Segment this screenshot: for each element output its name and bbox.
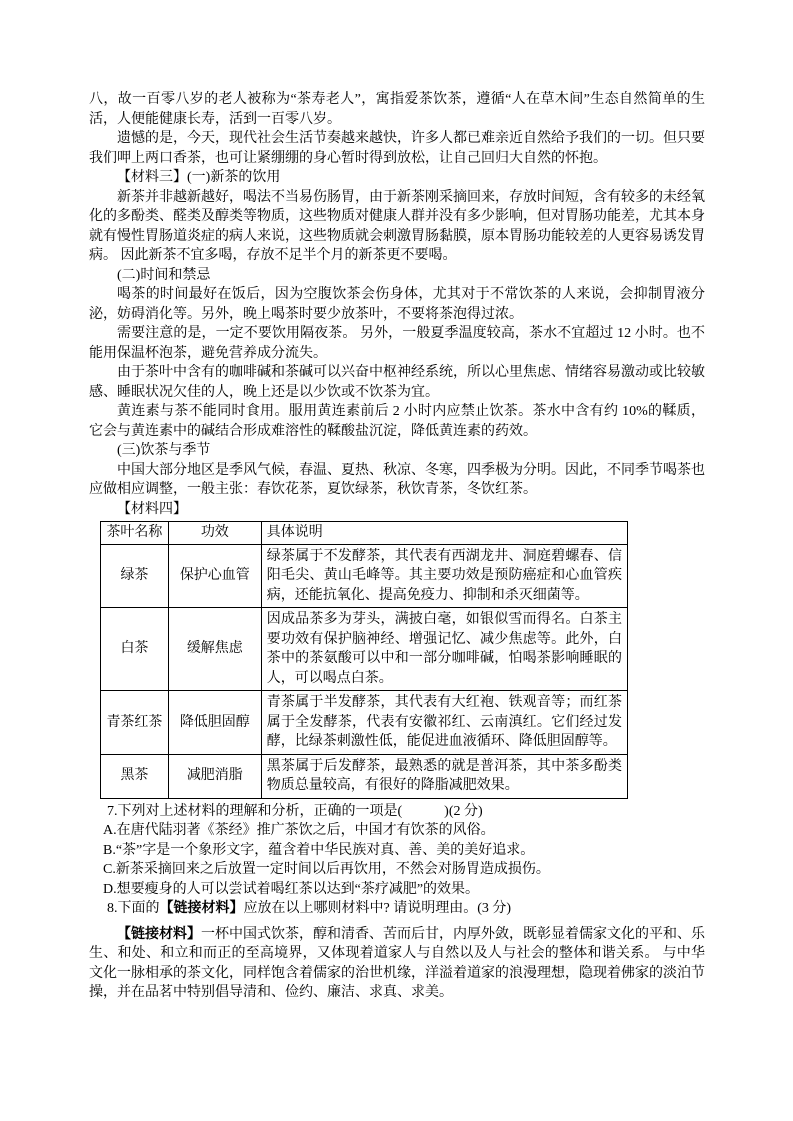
tea-effect-cell: 减肥消脂 [168, 754, 261, 798]
header-tea-name: 茶叶名称 [101, 522, 169, 545]
tea-effect-cell: 降低胆固醇 [168, 691, 261, 755]
tea-detail-cell: 青茶属于半发酵茶，其代表有大红袍、铁观音等；而红茶属于全发酵茶，代表有安徽祁红、云南滇红。它们经过发酵，比绿茶刺激性低，能促进血液循环、降低胆固醇等。 [261, 691, 627, 755]
table-row [101, 691, 628, 755]
question-7-option-b: B.“茶”字是一个象形文字，蕴含着中华民族对真、善、美的美好追求。 [103, 842, 535, 858]
link-material-paragraph [89, 925, 705, 1003]
season-paragraph: 中国大部分地区是季风气候，春温、夏热、秋凉、冬寒，四季极为分明。因此，不同季节喝茶也应做相应调整，一般主张：春饮花茶，夏饮绿茶，秋饮青茶，冬饮红茶。 [89, 462, 705, 497]
section3-heading: (三)饮茶与季节 [117, 443, 211, 458]
tea-effect-cell: 保护心血管 [168, 544, 261, 608]
tea-detail-cell: 黑茶属于后发酵茶，最熟悉的就是普洱茶，其中茶多酚类物质总量较高，有很好的降脂减肥效果。 [261, 754, 627, 798]
material3-heading: 【材料三】(一)新茶的饮用 [117, 170, 281, 185]
tea-name-cell: 黑茶 [101, 754, 169, 798]
tea-name-cell: 白茶 [101, 608, 169, 691]
berberine-paragraph: 黄连素与茶不能同时食用。服用黄连素前后 2 小时内应禁止饮茶。茶水中含有约 10%的鞣质，它会与黄连素中的碱结合形成难溶性的鞣酸盐沉淀，降低黄连素的药效。 [89, 404, 705, 439]
new-tea-paragraph: 新茶并非越新越好，喝法不当易伤肠胃，由于新茶刚采摘回来，存放时间短，含有较多的未经氧化的多酚类、醛类及醇类等物质，这些物质对健康人群并没有多少影响，但对胃肠功能差，尤其本身就有慢性胃肠道炎症的病人来说，这些物质就会刺激胃肠黏膜，原本胃肠功能较差的人更容易诱发胃病。 因此新茶不宜多喝，存放不足半个月的新茶更不要喝。 [89, 189, 705, 263]
link-material-text: 一杯中国式饮茶，醇和清香、苦而后甘，内厚外敛，既彰显着儒家文化的平和、乐生、和处、和立和而正的至高境界，又体现着道家人与自然以及人与社会的整体和谐关系。 与中华文化一脉相承的茶文化，同样饱含着儒家的治世机缘，洋溢着道家的浪漫理想，隐现着佛家的淡泊节操，并在品茗中特别倡导清和、俭约、廉洁、求真、求美。 [89, 926, 705, 1000]
question-7-option-c: C.新茶采摘回来之后放置一定时间以后再饮用，不然会对肠胃造成损伤。 [103, 862, 550, 877]
question-8-suffix: 应放在以上哪则材料中? 请说明理由。(3 分) [243, 901, 512, 916]
question-8 [89, 899, 705, 919]
overnight-tea-paragraph: 需要注意的是，一定不要饮用隔夜茶。 另外，一般夏季温度较高，茶水不宜超过 12 小时。也不能用保温杯泡茶，避免营养成分流失。 [89, 326, 705, 361]
table-row [101, 754, 628, 798]
table-row [101, 544, 628, 608]
tea-time-paragraph: 喝茶的时间最好在饭后，因为空腹饮茶会伤身体，尤其对于不常饮茶的人来说，会抑制胃液分泌，妨碍消化等。另外，晚上喝茶时要少放茶叶，不要将茶泡得过浓。 [89, 287, 705, 322]
section2-heading: (二)时间和禁忌 [117, 267, 211, 283]
header-effect: 功效 [168, 522, 261, 545]
question-8-prefix: 8.下面的 [107, 901, 160, 916]
tea-table-header-row [101, 522, 628, 545]
question-7-option-a: A.在唐代陆羽著《茶经》推广茶饮之后，中国才有饮茶的风俗。 [103, 823, 495, 838]
question-7: 7.下列对上述材料的理解和分析，正确的一项是( )(2 分) [107, 803, 483, 819]
tea-detail-cell: 绿茶属于不发酵茶，其代表有西湖龙井、洞庭碧螺春、信阳毛尖、黄山毛峰等。其主要功效是预防癌症和心血管疾病，还能抗氧化、提高免疫力、抑制和杀灭细菌等。 [261, 544, 627, 608]
question-7-option-d: D.想要瘦身的人可以尝试着喝红茶以达到“茶疗减肥”的效果。 [103, 881, 480, 897]
tea-name-cell: 绿茶 [101, 544, 169, 608]
continuation-paragraph: 八，故一百零八岁的老人被称为“茶寿老人”，寓指爱茶饮茶，遵循“人在草木间”生态自然简单的生活，人便能健康长寿，活到一百零八岁。 [89, 92, 705, 127]
tea-effect-cell: 缓解焦虑 [168, 608, 261, 691]
table-row [101, 608, 628, 691]
header-detail: 具体说明 [261, 522, 627, 545]
tea-detail-cell: 因成品茶多为芽头，满披白毫，如银似雪而得名。白茶主要功效有保护脑神经、增强记忆、减少焦虑等。此外，白茶中的茶氨酸可以中和一部分咖啡碱，怕喝茶影响睡眠的人，可以喝点白茶。 [261, 608, 627, 691]
tea-table [100, 521, 628, 799]
question-8-link-label: 【链接材料】 [159, 901, 244, 916]
tea-name-cell: 青茶红茶 [101, 691, 169, 755]
link-material-label: 【链接材料】 [117, 926, 201, 942]
caffeine-paragraph: 由于茶叶中含有的咖啡碱和茶碱可以兴奋中枢神经系统，所以心里焦虑、情绪容易激动或比较敏感、睡眠状况欠佳的人，晚上还是以少饮或不饮茶为宜。 [89, 365, 705, 400]
regret-paragraph: 遗憾的是，今天，现代社会生活节奏越来越快，许多人都已难亲近自然给予我们的一切。但只要我们呷上两口香茶，也可让紧绷绷的身心暂时得到放松，让自己回归大自然的怀抱。 [89, 131, 705, 166]
material4-heading: 【材料四】 [117, 501, 187, 517]
